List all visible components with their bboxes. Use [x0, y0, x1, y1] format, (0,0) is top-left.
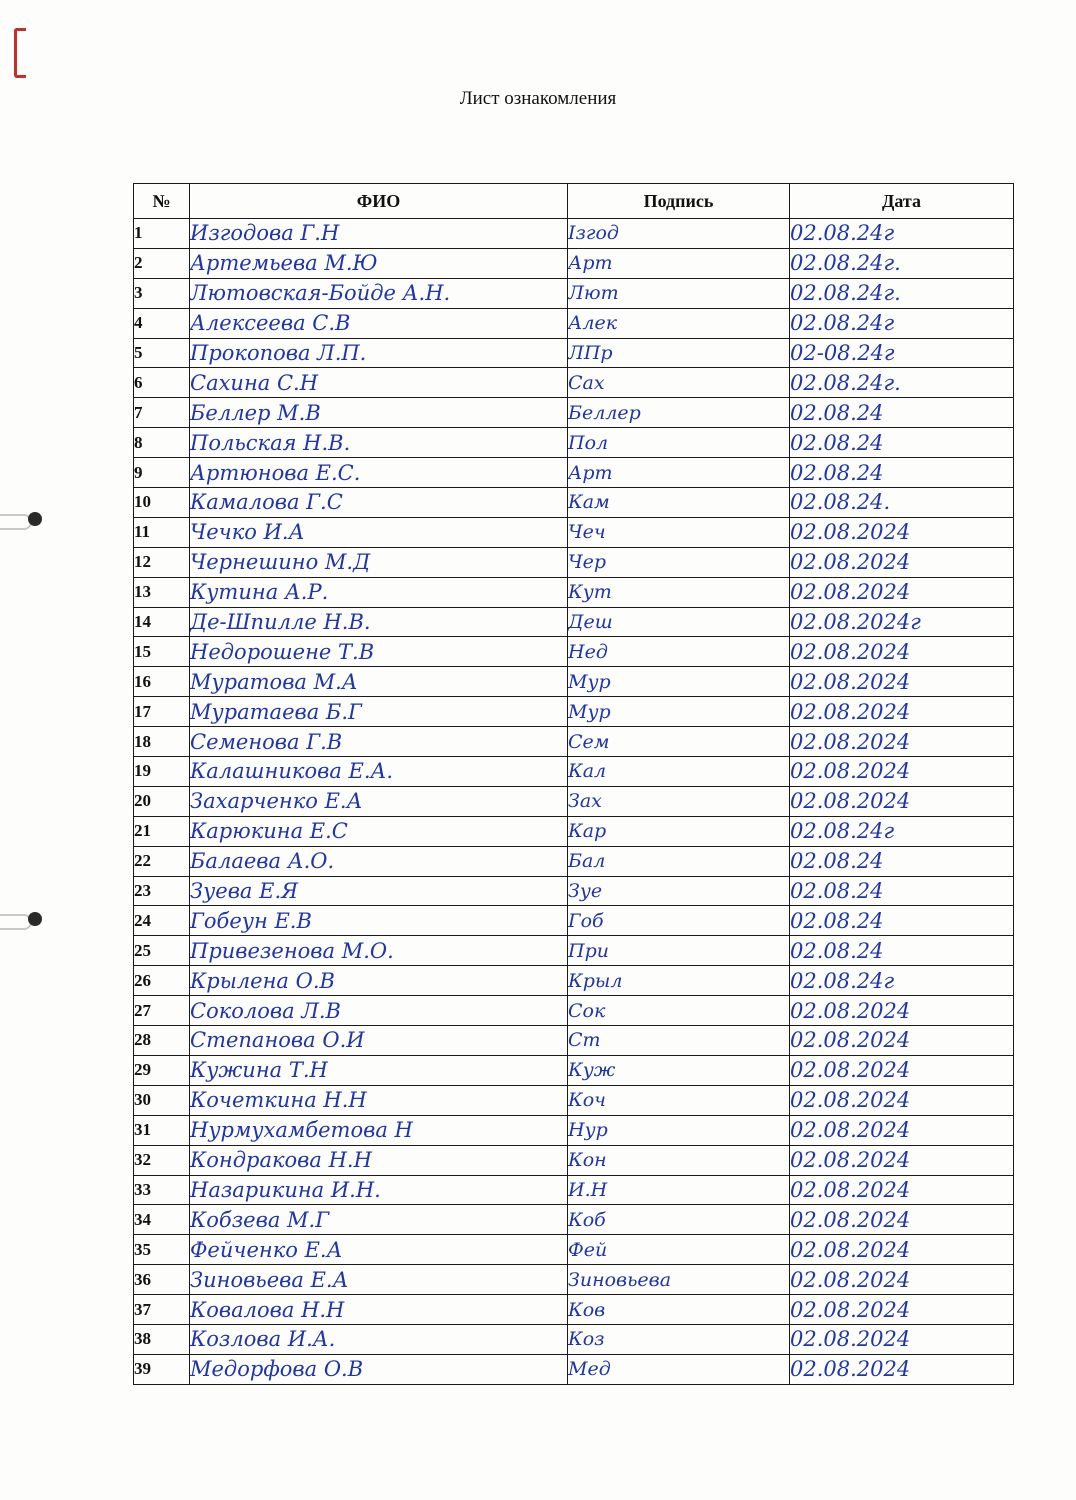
table-row	[134, 547, 1014, 577]
table-row	[134, 517, 1014, 547]
table-row	[134, 1085, 1014, 1115]
row-signature: Чер	[568, 547, 790, 577]
table-row	[134, 906, 1014, 936]
table-row	[134, 398, 1014, 428]
table-row	[134, 1026, 1014, 1056]
row-fio: Муратова М.А	[190, 667, 568, 697]
row-number: 14	[134, 607, 190, 637]
row-number: 27	[134, 996, 190, 1026]
row-number: 1	[134, 219, 190, 249]
row-signature: Сок	[568, 996, 790, 1026]
row-signature: Фей	[568, 1235, 790, 1265]
header-number: №	[134, 184, 190, 219]
row-signature: Коб	[568, 1205, 790, 1235]
row-signature: Деш	[568, 607, 790, 637]
table-row	[134, 697, 1014, 727]
table-row	[134, 996, 1014, 1026]
row-fio: Захарченко Е.А	[190, 786, 568, 816]
row-date: 02.08.24	[790, 398, 1014, 428]
row-signature: Чеч	[568, 517, 790, 547]
row-fio: Чечко И.А	[190, 517, 568, 547]
row-number: 36	[134, 1265, 190, 1295]
table-row	[134, 846, 1014, 876]
header-fio: ФИО	[190, 184, 568, 219]
row-fio: Козлова И.А.	[190, 1324, 568, 1354]
row-date: 02.08.24	[790, 458, 1014, 488]
row-date: 02.08.24г	[790, 966, 1014, 996]
row-signature: Ков	[568, 1295, 790, 1325]
row-number: 28	[134, 1026, 190, 1056]
row-signature: Кал	[568, 757, 790, 787]
row-fio: Балаева А.О.	[190, 846, 568, 876]
row-date: 02.08.2024	[790, 1115, 1014, 1145]
row-date: 02.08.2024	[790, 1026, 1014, 1056]
row-date: 02.08.2024	[790, 1265, 1014, 1295]
row-date: 02.08.2024	[790, 637, 1014, 667]
row-fio: Недорошене Т.В	[190, 637, 568, 667]
row-date: 02.08.2024г	[790, 607, 1014, 637]
row-fio: Кужина Т.Н	[190, 1055, 568, 1085]
row-fio: Привезенова М.О.	[190, 936, 568, 966]
table-row	[134, 278, 1014, 308]
row-date: 02.08.2024	[790, 1055, 1014, 1085]
row-date: 02.08.2024	[790, 547, 1014, 577]
table-row	[134, 488, 1014, 518]
table-row	[134, 786, 1014, 816]
row-fio: Фейченко Е.А	[190, 1235, 568, 1265]
row-number: 25	[134, 936, 190, 966]
row-fio: Кутина А.Р.	[190, 577, 568, 607]
row-date: 02.08.24г	[790, 308, 1014, 338]
table-row	[134, 876, 1014, 906]
row-number: 35	[134, 1235, 190, 1265]
row-number: 11	[134, 517, 190, 547]
table-row	[134, 757, 1014, 787]
row-number: 29	[134, 1055, 190, 1085]
row-date: 02.08.2024	[790, 727, 1014, 757]
row-fio: Калашникова Е.А.	[190, 757, 568, 787]
row-date: 02.08.2024	[790, 757, 1014, 787]
row-signature: Зиновьева	[568, 1265, 790, 1295]
row-number: 33	[134, 1175, 190, 1205]
table-row	[134, 1265, 1014, 1295]
row-date: 02.08.2024	[790, 1324, 1014, 1354]
row-signature: Мур	[568, 697, 790, 727]
table-row	[134, 816, 1014, 846]
row-date: 02.08.2024	[790, 1175, 1014, 1205]
row-signature: Зуе	[568, 876, 790, 906]
table-row	[134, 338, 1014, 368]
table-row	[134, 219, 1014, 249]
row-signature: Арт	[568, 458, 790, 488]
table-row	[134, 607, 1014, 637]
row-number: 17	[134, 697, 190, 727]
row-signature: Кут	[568, 577, 790, 607]
row-date: 02.08.24г.	[790, 278, 1014, 308]
row-fio: Карюкина Е.С	[190, 816, 568, 846]
row-number: 21	[134, 816, 190, 846]
row-signature: Мур	[568, 667, 790, 697]
table-row	[134, 1354, 1014, 1384]
row-number: 2	[134, 248, 190, 278]
binder-clip-mark	[14, 28, 26, 78]
row-number: 9	[134, 458, 190, 488]
row-fio: Лютовская-Бойде А.Н.	[190, 278, 568, 308]
row-date: 02.08.2024	[790, 1235, 1014, 1265]
row-date: 02.08.2024	[790, 1205, 1014, 1235]
table-row	[134, 428, 1014, 458]
table-row	[134, 1055, 1014, 1085]
row-date: 02.08.24	[790, 876, 1014, 906]
table-row	[134, 637, 1014, 667]
row-signature: Сах	[568, 368, 790, 398]
row-number: 6	[134, 368, 190, 398]
row-signature: Ст	[568, 1026, 790, 1056]
row-fio: Кобзева М.Г	[190, 1205, 568, 1235]
row-signature: Зах	[568, 786, 790, 816]
row-fio: Гобеун Е.В	[190, 906, 568, 936]
row-number: 3	[134, 278, 190, 308]
row-number: 16	[134, 667, 190, 697]
row-date: 02.08.2024	[790, 786, 1014, 816]
row-fio: Муратаева Б.Г	[190, 697, 568, 727]
row-number: 18	[134, 727, 190, 757]
row-number: 7	[134, 398, 190, 428]
table-row	[134, 248, 1014, 278]
row-signature: Сем	[568, 727, 790, 757]
row-fio: Изгодова Г.Н	[190, 219, 568, 249]
punch-hole-bottom	[0, 908, 42, 934]
row-fio: Медорфова О.В	[190, 1354, 568, 1384]
table-row	[134, 667, 1014, 697]
row-number: 38	[134, 1324, 190, 1354]
row-date: 02.08.24.	[790, 488, 1014, 518]
row-fio: Камалова Г.С	[190, 488, 568, 518]
row-date: 02.08.2024	[790, 517, 1014, 547]
row-fio: Беллер М.В	[190, 398, 568, 428]
table-row	[134, 458, 1014, 488]
row-number: 12	[134, 547, 190, 577]
row-date: 02.08.2024	[790, 1295, 1014, 1325]
header-signature: Подпись	[568, 184, 790, 219]
row-date: 02.08.2024	[790, 697, 1014, 727]
row-fio: Нурмухамбетова Н	[190, 1115, 568, 1145]
row-number: 26	[134, 966, 190, 996]
row-number: 20	[134, 786, 190, 816]
row-number: 30	[134, 1085, 190, 1115]
row-number: 22	[134, 846, 190, 876]
row-signature: Ізгод	[568, 219, 790, 249]
row-fio: Ковалова Н.Н	[190, 1295, 568, 1325]
row-signature: Гоб	[568, 906, 790, 936]
row-date: 02.08.24г.	[790, 248, 1014, 278]
row-fio: Зуева Е.Я	[190, 876, 568, 906]
row-date: 02-08.24г	[790, 338, 1014, 368]
table-row	[134, 1324, 1014, 1354]
row-date: 02.08.2024	[790, 577, 1014, 607]
row-number: 32	[134, 1145, 190, 1175]
row-fio: Алексеева С.В	[190, 308, 568, 338]
row-signature: Кам	[568, 488, 790, 518]
table-row	[134, 1295, 1014, 1325]
row-number: 23	[134, 876, 190, 906]
row-signature: Кон	[568, 1145, 790, 1175]
row-date: 02.08.2024	[790, 1354, 1014, 1384]
row-signature: Беллер	[568, 398, 790, 428]
row-fio: Чернешино М.Д	[190, 547, 568, 577]
row-signature: Арт	[568, 248, 790, 278]
row-number: 13	[134, 577, 190, 607]
row-number: 37	[134, 1295, 190, 1325]
row-fio: Крылена О.В	[190, 966, 568, 996]
table-row	[134, 1175, 1014, 1205]
table-row	[134, 1235, 1014, 1265]
table-row	[134, 308, 1014, 338]
row-signature: Коч	[568, 1085, 790, 1115]
row-signature: Пол	[568, 428, 790, 458]
row-signature: Нур	[568, 1115, 790, 1145]
row-fio: Польская Н.В.	[190, 428, 568, 458]
row-date: 02.08.24	[790, 846, 1014, 876]
row-number: 8	[134, 428, 190, 458]
row-fio: Кондракова Н.Н	[190, 1145, 568, 1175]
acknowledgement-table	[133, 183, 1014, 1385]
row-number: 4	[134, 308, 190, 338]
table-row	[134, 1145, 1014, 1175]
row-signature: Кар	[568, 816, 790, 846]
row-date: 02.08.2024	[790, 667, 1014, 697]
table-row	[134, 1115, 1014, 1145]
row-fio: Артемьева М.Ю	[190, 248, 568, 278]
document-title: Лист ознакомления	[459, 88, 617, 109]
row-number: 31	[134, 1115, 190, 1145]
row-number: 39	[134, 1354, 190, 1384]
table-row	[134, 936, 1014, 966]
table-header-row	[134, 184, 1014, 219]
row-number: 34	[134, 1205, 190, 1235]
punch-hole-top	[0, 508, 42, 534]
row-date: 02.08.24г	[790, 816, 1014, 846]
row-number: 15	[134, 637, 190, 667]
row-fio: Соколова Л.В	[190, 996, 568, 1026]
table-body	[134, 219, 1014, 1385]
row-signature: Коз	[568, 1324, 790, 1354]
table-row	[134, 727, 1014, 757]
row-number: 24	[134, 906, 190, 936]
row-date: 02.08.24	[790, 906, 1014, 936]
row-signature: Куж	[568, 1055, 790, 1085]
row-fio: Сахина С.Н	[190, 368, 568, 398]
row-date: 02.08.2024	[790, 1145, 1014, 1175]
row-fio: Назарикина И.Н.	[190, 1175, 568, 1205]
row-date: 02.08.2024	[790, 1085, 1014, 1115]
row-number: 19	[134, 757, 190, 787]
row-date: 02.08.2024	[790, 996, 1014, 1026]
row-signature: И.Н	[568, 1175, 790, 1205]
row-signature: Нед	[568, 637, 790, 667]
row-number: 10	[134, 488, 190, 518]
row-signature: Крыл	[568, 966, 790, 996]
table-row	[134, 1205, 1014, 1235]
row-fio: Де-Шпилле Н.В.	[190, 607, 568, 637]
table-row	[134, 368, 1014, 398]
row-fio: Степанова О.И	[190, 1026, 568, 1056]
row-fio: Семенова Г.В	[190, 727, 568, 757]
row-date: 02.08.24г.	[790, 368, 1014, 398]
row-fio: Артюнова Е.С.	[190, 458, 568, 488]
header-date: Дата	[790, 184, 1014, 219]
row-fio: Прокопова Л.П.	[190, 338, 568, 368]
row-signature: Мед	[568, 1354, 790, 1384]
row-fio: Кочеткина Н.Н	[190, 1085, 568, 1115]
row-signature: При	[568, 936, 790, 966]
row-date: 02.08.24	[790, 428, 1014, 458]
row-signature: Бал	[568, 846, 790, 876]
row-signature: Лют	[568, 278, 790, 308]
row-number: 5	[134, 338, 190, 368]
row-signature: Алек	[568, 308, 790, 338]
table-row	[134, 577, 1014, 607]
table-row	[134, 966, 1014, 996]
row-fio: Зиновьева Е.А	[190, 1265, 568, 1295]
row-date: 02.08.24г	[790, 219, 1014, 249]
row-signature: ЛПр	[568, 338, 790, 368]
row-date: 02.08.24	[790, 936, 1014, 966]
